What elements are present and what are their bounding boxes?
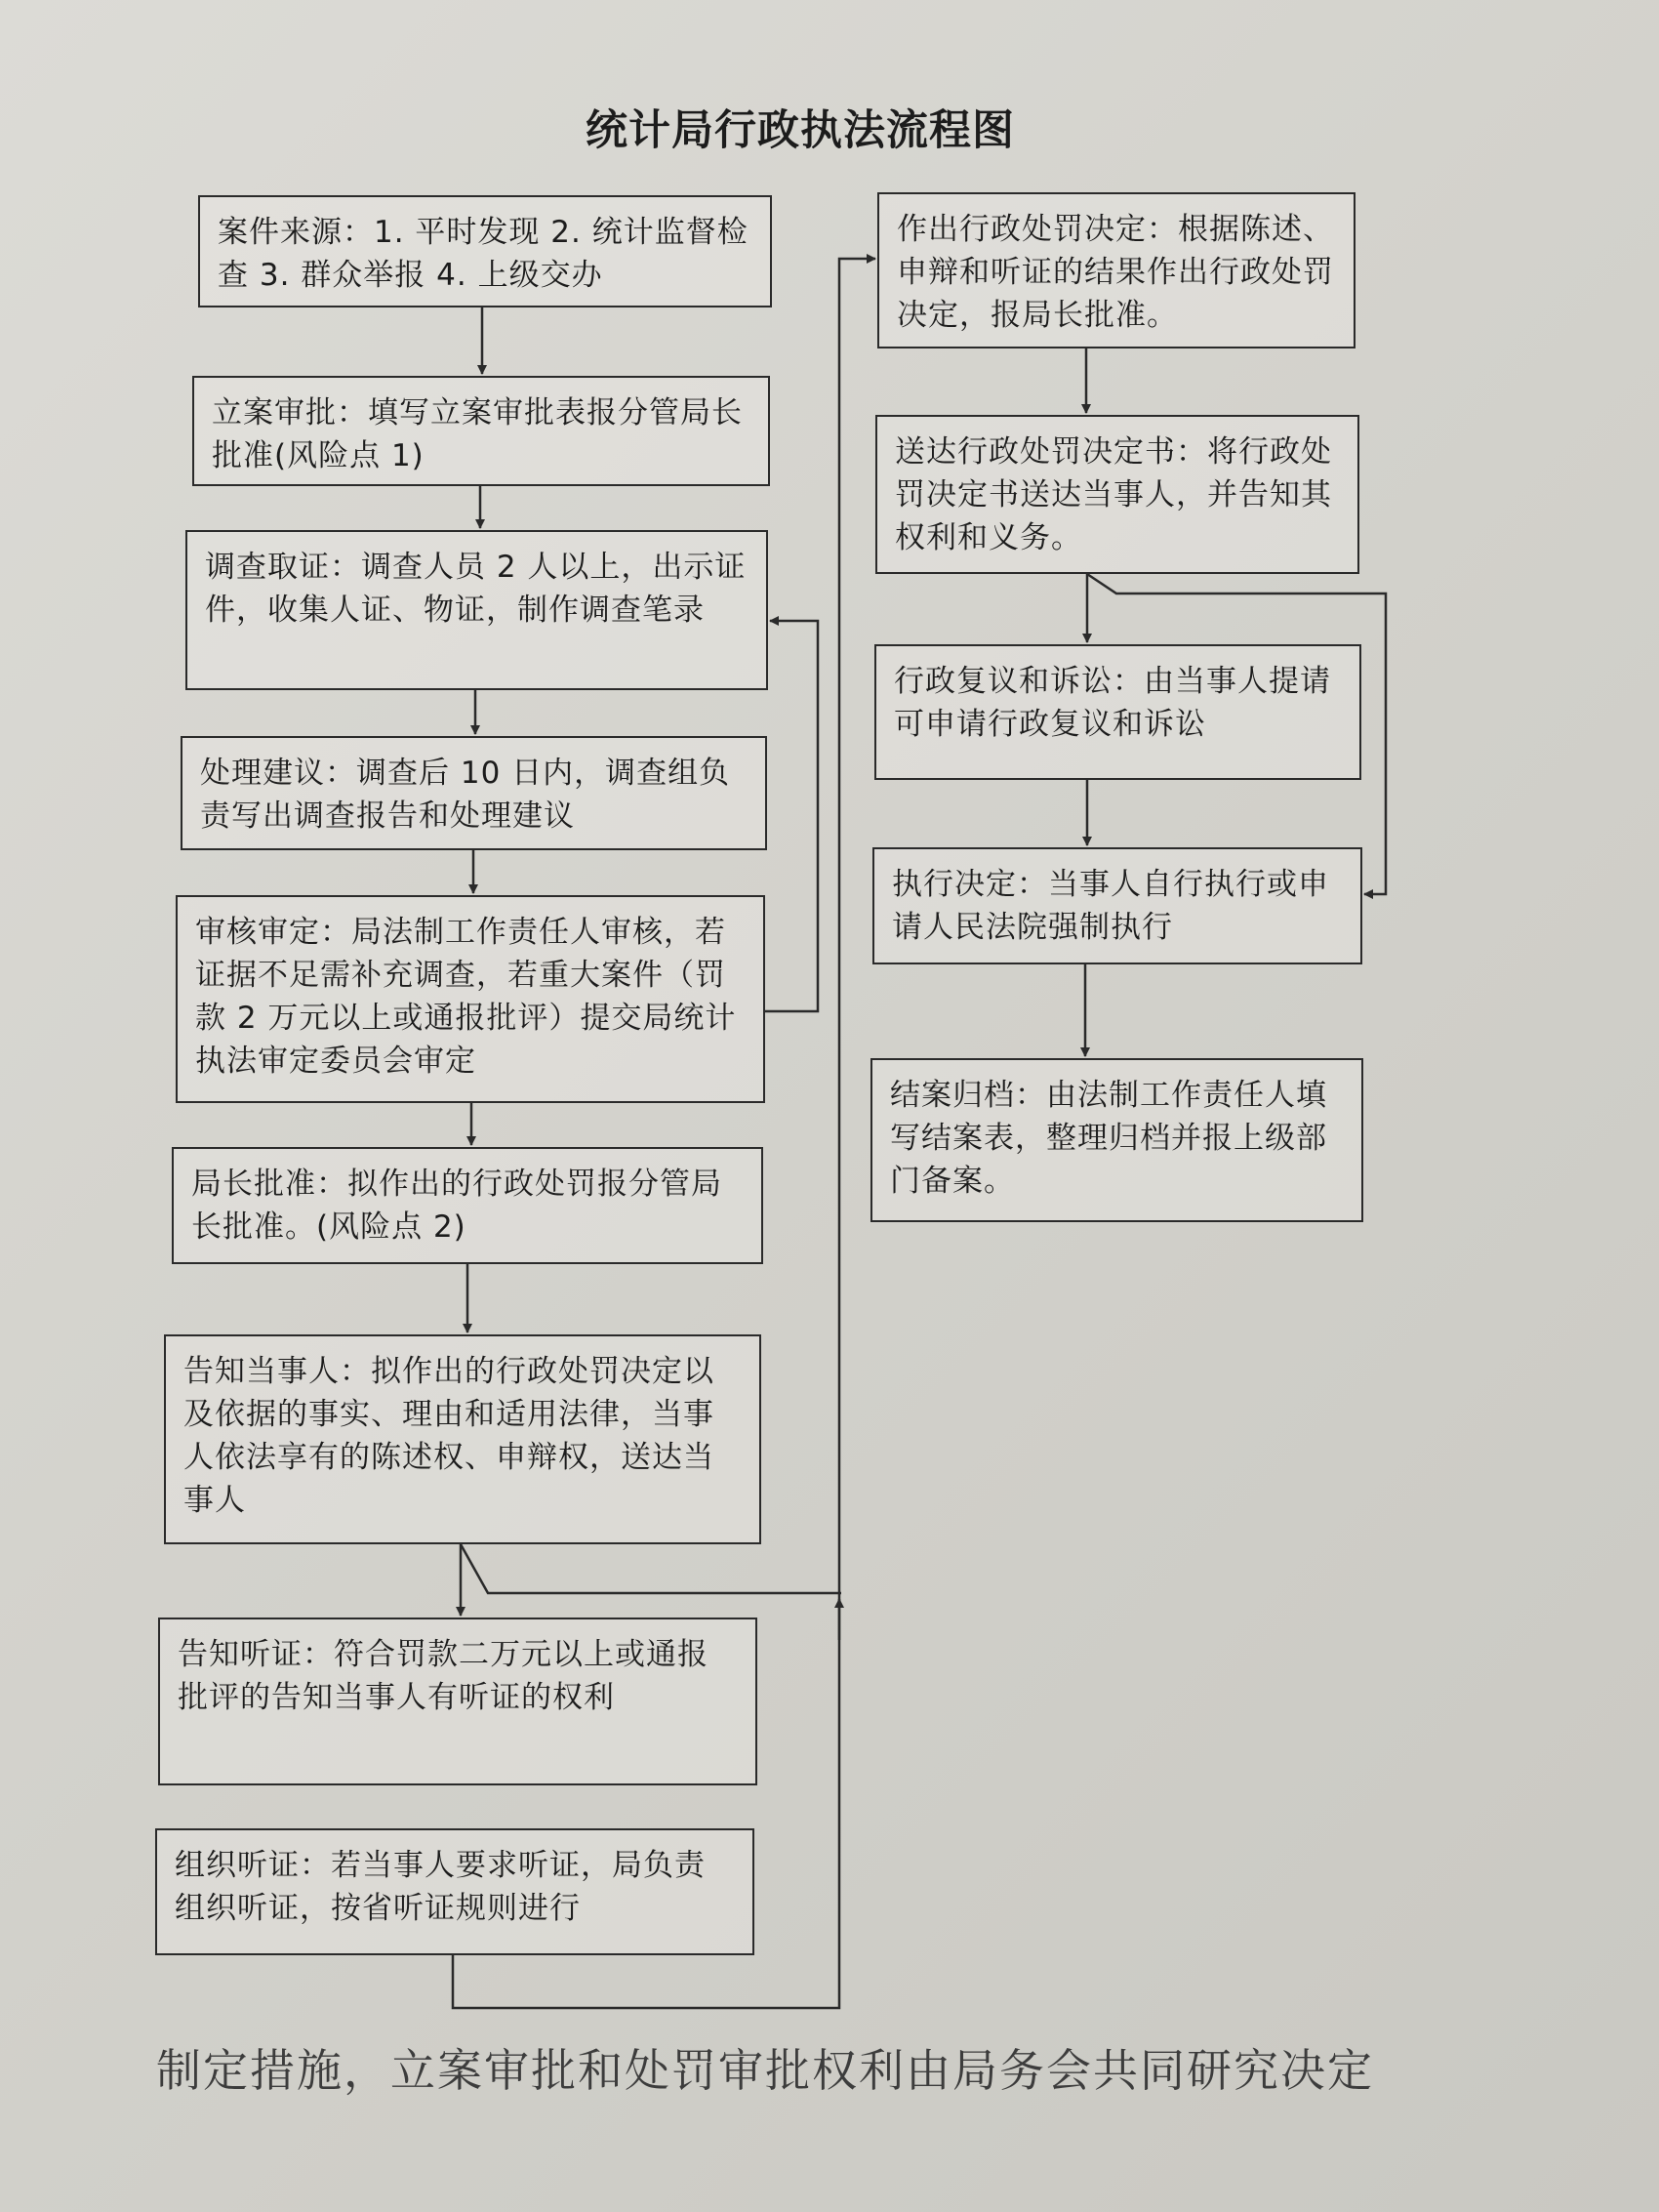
step-deliver-decision: 送达行政处罚决定书：将行政处罚决定书送达当事人，并告知其权利和义务。 (875, 415, 1359, 574)
step-case-source: 案件来源：1. 平时发现 2. 统计监督检查 3. 群众举报 4. 上级交办 (198, 195, 772, 307)
footer-note: 制定措施，立案审批和处罚审批权利由局务会共同研究决定 (156, 2044, 1374, 2097)
step-reconsideration: 行政复议和诉讼：由当事人提请可申请行政复议和诉讼 (874, 644, 1361, 780)
step-archive: 结案归档：由法制工作责任人填写结案表，整理归档并报上级部门备案。 (870, 1058, 1363, 1222)
step-handling-suggestion: 处理建议：调查后 10 日内，调查组负责写出调查报告和处理建议 (181, 736, 767, 850)
arrow-review-back-to-investigation (764, 621, 818, 1011)
step-execution: 执行决定：当事人自行执行或申请人民法院强制执行 (872, 847, 1362, 964)
step-review: 审核审定：局法制工作责任人审核，若证据不足需补充调查，若重大案件（罚款 2 万元以上或通报批评）提交局统计执法审定委员会审定 (176, 895, 765, 1103)
page-title: 统计局行政执法流程图 (586, 106, 1015, 155)
step-filing-approval: 立案审批：填写立案审批表报分管局长批准(风险点 1) (192, 376, 770, 486)
step-director-approval: 局长批准：拟作出的行政处罚报分管局长批准。(风险点 2) (172, 1147, 763, 1264)
step-penalty-decision: 作出行政处罚决定：根据陈述、申辩和听证的结果作出行政处罚决定，报局长批准。 (877, 192, 1356, 348)
arrow-notify-branch-to-return (461, 1544, 841, 1593)
step-notify-hearing: 告知听证：符合罚款二万元以上或通报批评的告知当事人有听证的权利 (158, 1618, 757, 1785)
step-organize-hearing: 组织听证：若当事人要求听证，局负责组织听证，按省听证规则进行 (155, 1828, 754, 1955)
step-notify-party: 告知当事人：拟作出的行政处罚决定以及依据的事实、理由和适用法律，当事人依法享有的陈述权、申辩权，送达当事人 (164, 1334, 761, 1544)
step-investigation: 调查取证：调查人员 2 人以上，出示证件，收集人证、物证，制作调查笔录 (185, 530, 768, 690)
